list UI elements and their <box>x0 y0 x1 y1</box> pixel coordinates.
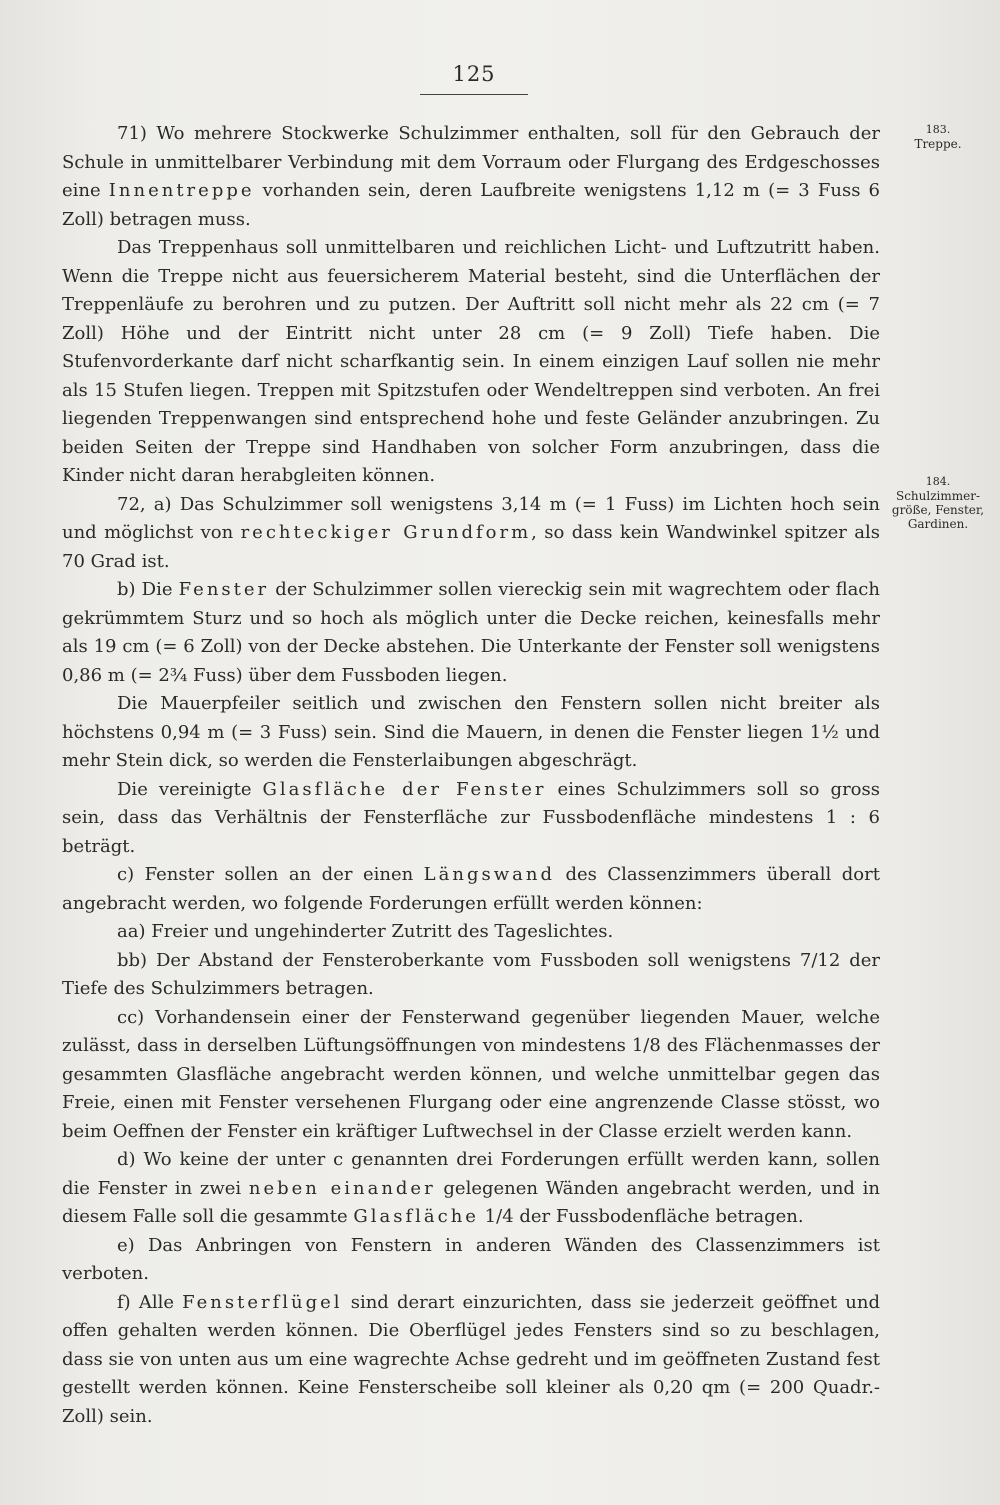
paragraph <box>62 776 880 862</box>
paragraph <box>62 576 880 690</box>
text-run: Die Mauerpfeiler seitlich und zwischen den Fenstern sollen nicht breiter als höchstens 0,94 m (= 3 Fuss) sein. Sind die Mauern, in denen die Fenster liegen 1½ und mehr Stein dick, so werden die Fensterlaibungen abgeschrägt. <box>62 693 880 771</box>
margin-note-number: 184. <box>925 475 951 488</box>
emphasized-text: Fenster <box>178 579 270 600</box>
text-run: 1/4 der Fussbodenfläche betragen. <box>478 1206 804 1227</box>
emphasized-text: Glasfläche <box>353 1206 479 1227</box>
text-run: e) Das Anbringen von Fenstern in anderen Wänden des Classenzimmers ist verboten. <box>62 1234 880 1284</box>
text-run: c) Fenster sollen an der einen <box>117 864 424 885</box>
text-run: f) Alle <box>117 1291 183 1313</box>
text-run: 71) Wo mehrere Stockwerke Schulzimmer enthalten, soll für den Gebrauch der Schule in unmittelbarer Verbindung mit dem Vorraum oder Flurgang des Erdgeschosses eine <box>62 123 880 201</box>
text-run: bb) Der Abstand der Fensteroberkante vom Fussboden soll wenigstens 7/12 der Tiefe des Schulzimmers betragen. <box>62 949 880 999</box>
emphasized-text: Glasfläche der Fenster <box>262 778 547 800</box>
emphasized-text: neben einander <box>248 1177 436 1199</box>
text-run: cc) Vorhandensein einer der Fensterwand gegenüber liegenden Mauer, welche zulässt, dass in derselben Lüftungsöffnungen von mindestens 1/8 des Flächenmasses der gesammten Glasfläche angebracht werden können, und welche unmittelbar gegen das Freie, einen mit Fenster versehenen Flurgang oder eine angrenzende Classe stösst, wo beim Oeffnen der Fenster ein kräftiger Luftwechsel in der Classe erzielt werden kann. <box>62 1006 880 1142</box>
text-run: aa) Freier und ungehinderter Zutritt des Tageslichtes. <box>117 921 614 942</box>
margin-note-schulzimmer <box>888 475 988 531</box>
paragraph <box>62 1232 880 1289</box>
text-run: des Classenzimmers überall dort angebracht werden, wo folgende Forderungen erfüllt werden können: <box>62 864 880 914</box>
emphasized-text: rechteckiger Grundform <box>240 522 532 543</box>
paragraph <box>62 947 880 1004</box>
text-run: b) Die <box>117 579 179 600</box>
text-run: gelegenen Wänden angebracht werden, und in diesem Falle soll die gesammte <box>62 1177 881 1227</box>
margin-note-treppe <box>888 123 988 151</box>
paragraph <box>62 918 880 947</box>
body-text <box>62 120 880 1431</box>
margin-note-label: Treppe. <box>914 137 962 151</box>
page-number: 125 <box>452 62 496 86</box>
paragraph <box>62 1004 880 1147</box>
text-run: Das Treppenhaus soll unmittelbaren und reichlichen Licht- und Luftzutritt haben. Wenn die Treppe nicht aus feuersicherem Material besteht, sind die Unterflächen der Treppenläufe zu berohren und zu putzen. Der Auftritt soll nicht mehr als 22 cm (= 7 Zoll) Höhe und der Eintritt nicht unter 28 cm (= 9 Zoll) Tiefe haben. Die Stufenvorderkante darf nicht scharfkantig sein. In einem einzigen Lauf sollen nie mehr als 15 Stufen liegen. Treppen mit Spitzstufen oder Wendeltreppen sind verboten. An frei liegenden Treppenwangen sind entsprechend hohe und feste Geländer anzubringen. Zu beiden Seiten der Treppe sind Handhaben von solcher Form anzubringen, dass die Kinder nicht daran herabgleiten können. <box>62 237 880 486</box>
text-run: der Schulzimmer sollen viereckig sein mit wagrechtem oder flach gekrümmtem Sturz und so hoch als möglich unter die Decke reichen, keinesfalls mehr als 19 cm (= 6 Zoll) von der Decke abstehen. Die Unterkante der Fenster soll wenigstens 0,86 m (= 2¾ Fuss) über dem Fussboden liegen. <box>62 579 880 686</box>
text-run: vorhanden sein, deren Laufbreite wenigstens 1,12 m (= 3 Fuss 6 Zoll) betragen muss. <box>62 180 880 230</box>
paragraph <box>62 690 880 776</box>
paragraph <box>62 1289 880 1432</box>
paragraph <box>62 861 880 918</box>
margin-note-label: Schulzimmer-größe, Fenster, Gardinen. <box>891 489 985 531</box>
emphasized-text: Fensterflügel <box>182 1291 343 1313</box>
text-run: d) Wo keine der unter c genannten drei Forderungen erfüllt werden kann, sollen die Fenster in zwei <box>62 1149 880 1199</box>
text-run: 72, a) Das Schulzimmer soll wenigstens 3,14 m (= 1 Fuss) im Lichten hoch sein und möglichst von <box>62 493 880 543</box>
emphasized-text: Längswand <box>423 864 555 885</box>
emphasized-text: Innentreppe <box>108 180 255 201</box>
margin-note-number: 183. <box>925 123 951 136</box>
text-run: Die vereinigte <box>117 778 263 800</box>
paragraph <box>62 491 880 577</box>
paragraph <box>62 234 880 491</box>
text-run: , so dass kein Wandwinkel spitzer als 70 Grad ist. <box>62 522 880 572</box>
paragraph <box>62 120 880 234</box>
header-rule <box>420 94 528 95</box>
text-run: eines Schulzimmers soll so gross sein, dass das Verhältnis der Fensterfläche zur Fussbodenfläche mindestens 1 : 6 beträgt. <box>62 778 880 857</box>
paragraph <box>62 1146 880 1232</box>
text-run: sind derart einzurichten, dass sie jederzeit geöffnet und offen gehalten werden können. Die Oberflügel jedes Fensters sind so zu beschlagen, dass sie von unten aus um eine wagrechte Achse gedreht und im geöffneten Zustand fest gestellt werden können. Keine Fensterscheibe soll kleiner als 0,20 qm (= 200 Quadr.-Zoll) sein. <box>62 1291 880 1427</box>
